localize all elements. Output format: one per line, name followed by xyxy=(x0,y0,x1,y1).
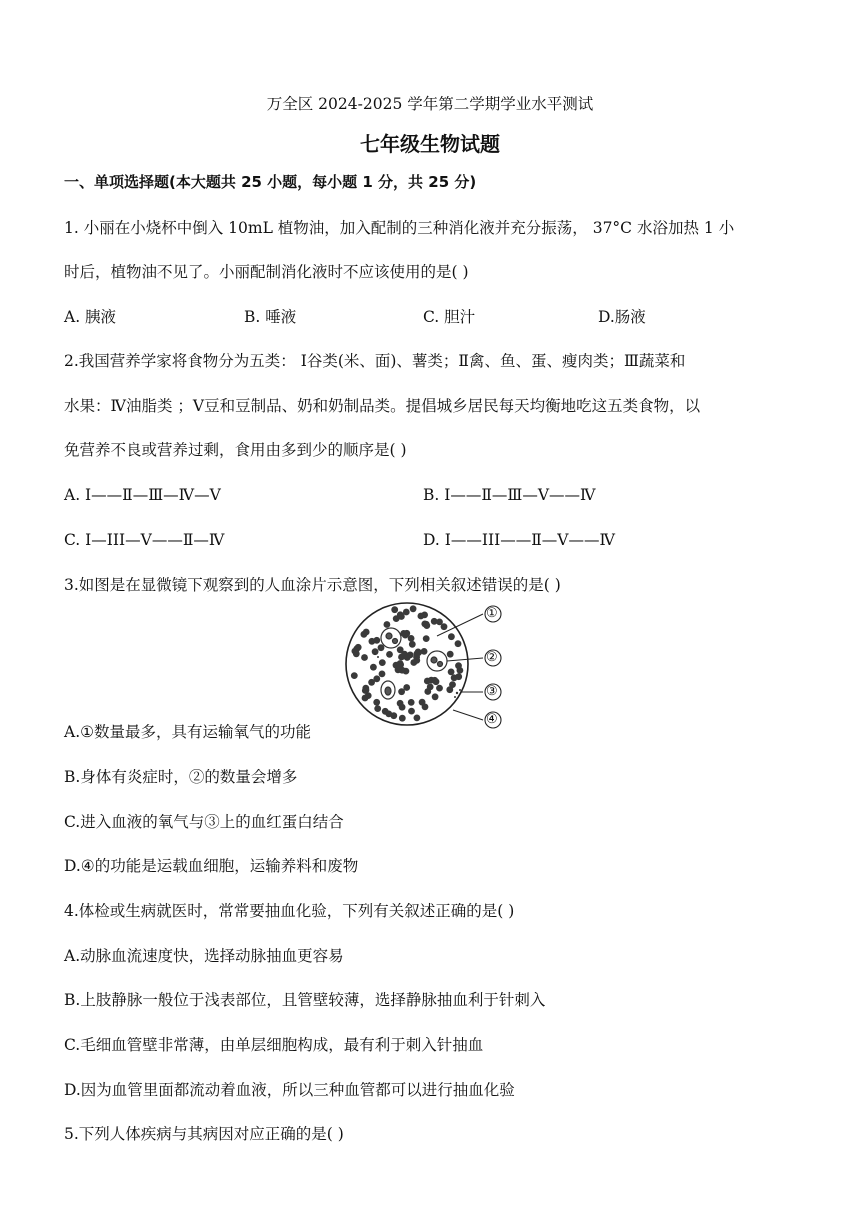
q2-stem-line1: 2.我国营养学家将食物分为五类： Ⅰ谷类(米、面)、薯类；Ⅱ禽、鱼、蛋、瘦肉类；Ⅲ蔬菜和 xyxy=(64,352,686,370)
red-blood-cell xyxy=(399,667,406,674)
q2-option-d: D. Ⅰ——III——Ⅱ—Ⅴ——Ⅳ xyxy=(423,531,615,549)
red-blood-cell xyxy=(390,712,397,719)
q2-option-c: C. Ⅰ—III—Ⅴ——Ⅱ—Ⅳ xyxy=(64,531,225,549)
red-blood-cell xyxy=(421,648,428,655)
red-blood-cell xyxy=(408,635,415,642)
q4-option-a: A.动脉血流速度快，选择动脉抽血更容易 xyxy=(64,947,344,965)
red-blood-cell xyxy=(418,613,425,620)
exam-title: 七年级生物试题 xyxy=(360,132,500,156)
red-blood-cell xyxy=(399,704,406,711)
q3-option-d: D.④的功能是运载血细胞，运输养料和废物 xyxy=(64,857,359,875)
red-blood-cell xyxy=(374,705,381,712)
red-blood-cell xyxy=(414,715,421,722)
q1-option-c: C. 胆汁 xyxy=(423,308,476,326)
red-blood-cell xyxy=(379,671,386,678)
q2-stem-line2: 水果：Ⅳ油脂类 ；Ⅴ豆和豆制品、奶和奶制品类。提倡城乡居民每天均衡地吃这五类食物，以 xyxy=(64,397,701,415)
red-blood-cell xyxy=(403,609,410,616)
red-blood-cell xyxy=(410,605,417,612)
q4-option-c: C.毛细血管壁非常薄，由单层细胞构成，最有利于刺入针抽血 xyxy=(64,1036,484,1054)
q3-option-b: B.身体有炎症时，②的数量会增多 xyxy=(64,768,298,786)
red-blood-cell xyxy=(382,708,389,715)
red-blood-cell xyxy=(447,651,454,658)
red-blood-cell xyxy=(397,646,404,653)
red-blood-cell xyxy=(379,659,386,666)
red-blood-cell xyxy=(409,641,416,648)
q2-option-a: A. Ⅰ——Ⅱ—Ⅲ—Ⅳ—Ⅴ xyxy=(64,486,221,504)
red-blood-cell xyxy=(446,686,453,693)
q1-option-b: B. 唾液 xyxy=(244,308,297,326)
q1-stem-line2: 时后，植物油不见了。小丽配制消化液时不应该使用的是( ) xyxy=(64,263,469,281)
red-blood-cell xyxy=(369,638,376,645)
q3-option-a: A.①数量最多，具有运输氧气的功能 xyxy=(64,723,312,741)
blood-smear-figure xyxy=(345,598,520,733)
q4-option-d: D.因为血管里面都流动着血液，所以三种血管都可以进行抽血化验 xyxy=(64,1081,515,1099)
q1-option-d: D.肠液 xyxy=(598,308,646,326)
red-blood-cell xyxy=(455,662,462,669)
q3-stem: 3.如图是在显微镜下观察到的人血涂片示意图，下列相关叙述错误的是( ) xyxy=(64,576,561,594)
q1-stem-line1: 1. 小丽在小烧杯中倒入 10mL 植物油，加入配制的三种消化液并充分振荡， 37°C 水浴加热 1 小 xyxy=(64,219,735,237)
q1-option-a: A. 胰液 xyxy=(64,308,117,326)
q3-option-c: C.进入血液的氧气与③上的血红蛋白结合 xyxy=(64,813,344,831)
red-blood-cell xyxy=(427,684,434,691)
red-blood-cell xyxy=(423,635,430,642)
red-blood-cell xyxy=(370,664,377,671)
red-blood-cell xyxy=(408,708,415,715)
red-blood-cell xyxy=(415,649,422,656)
red-blood-cell xyxy=(413,657,420,664)
label-4: ④ xyxy=(486,712,498,727)
red-blood-cell xyxy=(423,622,430,629)
q2-option-b: B. Ⅰ——Ⅱ—Ⅲ—Ⅴ——Ⅳ xyxy=(423,486,596,504)
red-blood-cell xyxy=(428,677,435,684)
red-blood-cell xyxy=(448,633,455,640)
red-blood-cell xyxy=(361,654,368,661)
exam-header: 万全区 2024-2025 学年第二学期学业水平测试 xyxy=(266,95,594,113)
q5-stem: 5.下列人体疾病与其病因对应正确的是( ) xyxy=(64,1125,344,1143)
red-blood-cell xyxy=(351,672,358,679)
red-blood-cell xyxy=(408,699,415,706)
red-blood-cell xyxy=(436,685,443,692)
label-1: ① xyxy=(486,606,498,621)
red-blood-cell xyxy=(363,629,370,636)
red-blood-cell xyxy=(399,715,406,722)
red-blood-cell xyxy=(362,695,369,702)
red-blood-cell xyxy=(362,685,369,692)
red-blood-cell xyxy=(419,699,426,706)
red-blood-cell xyxy=(404,654,411,661)
q4-stem: 4.体检或生病就医时，常常要抽血化验，下列有关叙述正确的是( ) xyxy=(64,902,515,920)
red-blood-cell xyxy=(432,693,439,700)
q4-option-b: B.上肢静脉一般位于浅表部位，且管壁较薄，选择静脉抽血利于针刺入 xyxy=(64,991,546,1009)
red-blood-cell xyxy=(402,632,409,639)
red-blood-cell xyxy=(373,675,380,682)
red-blood-cell xyxy=(391,606,398,613)
red-blood-cell xyxy=(441,623,448,630)
red-blood-cell xyxy=(384,621,391,628)
red-blood-cell xyxy=(373,699,380,706)
red-blood-cell xyxy=(455,673,462,680)
red-blood-cell xyxy=(455,640,462,647)
red-blood-cell xyxy=(352,648,359,655)
red-blood-cell xyxy=(448,669,455,676)
label-3: ③ xyxy=(486,684,498,699)
microscope-field xyxy=(346,603,468,725)
red-blood-cell xyxy=(403,684,410,691)
section-heading: 一、单项选择题(本大题共 25 小题，每小题 1 分，共 25 分) xyxy=(64,173,477,191)
label-2: ② xyxy=(486,650,498,665)
red-blood-cell xyxy=(386,651,393,658)
q2-stem-line3: 免营养不良或营养过剩，食用由多到少的顺序是( ) xyxy=(64,441,407,459)
red-blood-cell xyxy=(397,611,404,618)
red-blood-cell xyxy=(393,662,400,669)
